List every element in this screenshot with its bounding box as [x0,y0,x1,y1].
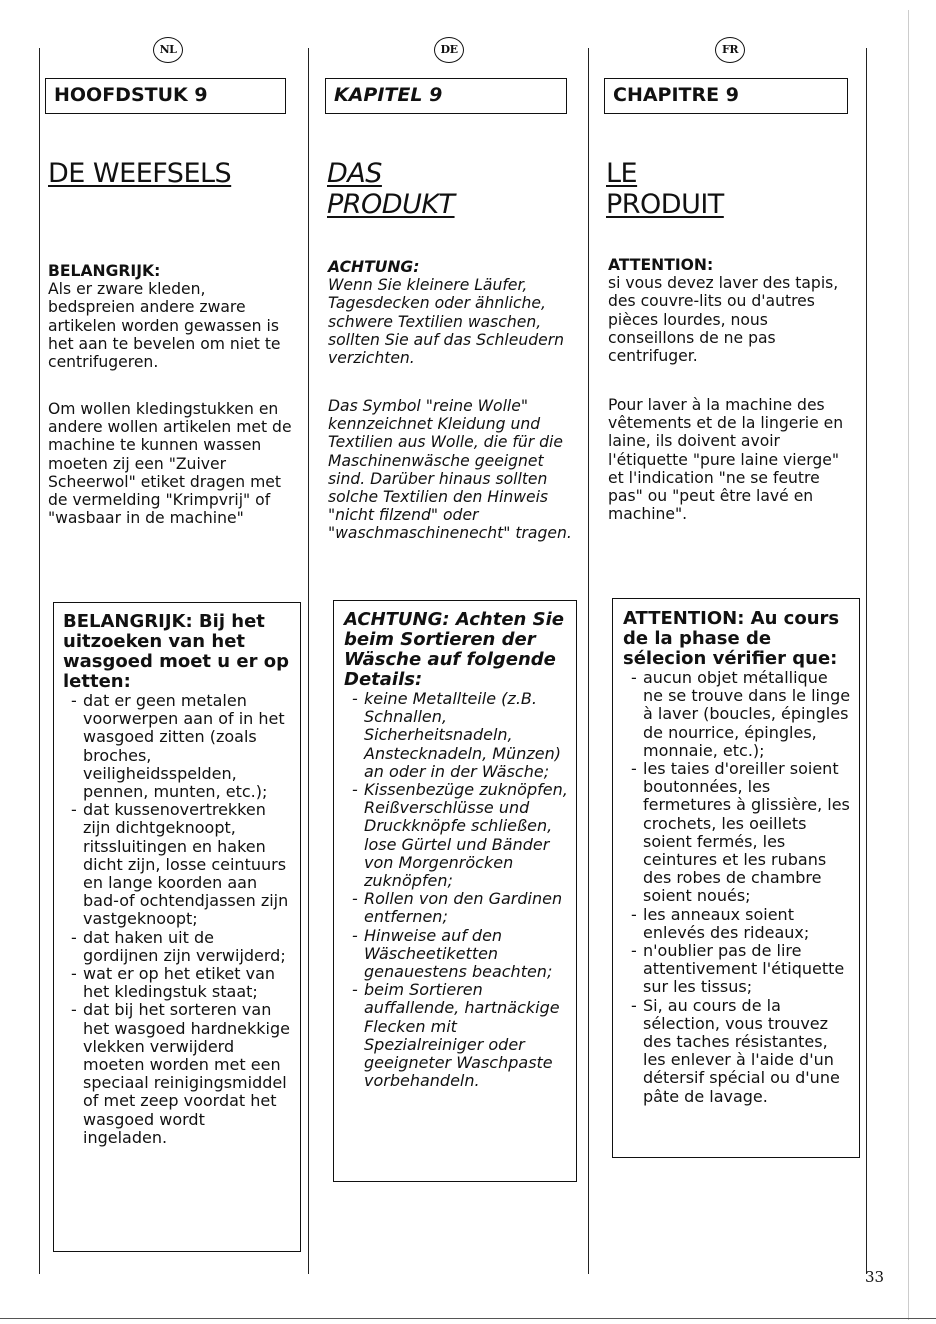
checklist-heading: BELANGRIJK: Bij het uitzoeken van het wasgoed moet u er op letten: [63,611,289,692]
column-divider-right [866,48,867,1274]
wool-paragraph: Das Symbol "reine Wolle" kennzeichnet Kleidung und Textilien aus Wolle, die für die Maschinenwäsche geeignet sind. Darüber hinaus sollten solche Textilien den Hinweis "nicht filzend" oder "waschmaschinenecht" tragen. [328,397,572,543]
section-title: DE WEEFSELS [48,158,232,189]
chapter-heading: CHAPITRE 9 [604,78,848,114]
chapter-heading: KAPITEL 9 [325,78,567,114]
checklist-item: - beim Sortieren auffallende, hartnäckige Flecken mit Spezialreiniger oder geeigneter Waschpaste vorbehandeln. [344,981,568,1090]
checklist-item: - Kissenbezüge zuknöpfen, Reißverschlüsse und Druckknöpfe schließen, lose Gürtel und Bänder von Morgenröcken zuknöpfen; [344,781,568,890]
language-badge-nl: NL [153,37,183,63]
page-edge-right [908,10,909,1320]
sorting-checklist-box [333,600,577,1182]
checklist-item: - aucun objet métallique ne se trouve dans le linge à laver (boucles, épingles de nourrice, épingles, monnaie, etc.); [623,669,851,760]
note-important [608,256,858,365]
checklist-item: - n'oublier pas de lire attentivement l'étiquette sur les tissus; [623,942,851,997]
note-body: si vous devez laver des tapis, des couvre-lits ou d'autres pièces lourdes, nous conseillons de ne pas centrifuger. [608,274,839,366]
note-important [328,258,578,367]
checklist-heading: ATTENTION: Au cours de la phase de sélecion vérifier que: [623,608,840,669]
chapter-heading: HOOFDSTUK 9 [45,78,286,114]
page-number: 33 [865,1268,885,1286]
note-body: Wenn Sie kleinere Läufer, Tagesdecken oder ähnliche, schwere Textilien waschen, sollten Sie auf das Schleudern verzichten. [328,276,565,368]
checklist-item: - dat haken uit de gordijnen zijn verwijderd; [63,929,290,965]
column-divider-2 [588,48,589,1274]
checklist-item: - Rollen von den Gardinen entfernen; [344,890,568,926]
language-badge-fr: FR [715,37,745,63]
note-heading: BELANGRIJK: [48,262,161,280]
section-title: LE PRODUIT [606,158,724,220]
note-body: Als er zware kleden, bedspreien andere zware artikelen worden gewassen is het aan te bevelen om niet te centrifugeren. [48,280,281,372]
checklist-item: - dat er geen metalen voorwerpen aan of in het wasgoed zitten (zoals broches, veiligheidsspelden, pennen, munten, etc.); [63,692,290,801]
checklist-item: - keine Metallteile (z.B. Schnallen, Sicherheitsnadeln, Anstecknadeln, Münzen) an oder in der Wäsche; [344,690,568,781]
checklist [344,690,568,1090]
checklist-item: - dat kussenovertrekken zijn dichtgeknoopt, ritssluitingen en haken dicht zijn, losse ceintuurs en lange koorden aan bad-of ochtendjassen zijn vastgeknoopt; [63,801,290,928]
column-divider-1 [308,48,309,1274]
wool-paragraph: Pour laver à la machine des vêtements et de la lingerie en laine, ils doivent avoir l'étiquette "pure laine vierge" et l'indication "ne se feutre pas" ou "peut être lavé en machine". [608,396,844,524]
checklist-item: - Hinweise auf den Wäscheetiketten genauestens beachten; [344,927,568,982]
checklist-item: - Si, au cours de la sélection, vous trouvez des taches résistantes, les enlever à l'aide d'un détersif spécial ou d'une pâte de lavage. [623,997,851,1106]
section-title: DAS PRODUKT [327,158,455,220]
checklist-item: - dat bij het sorteren van het wasgoed hardnekkige vlekken verwijderd moeten worden met een speciaal reinigingsmiddel of met zeep voordat het wasgoed wordt ingeladen. [63,1001,290,1147]
note-heading: ACHTUNG: [328,258,420,276]
checklist-heading: ACHTUNG: Achten Sie beim Sortieren der Wäsche auf folgende Details: [344,609,564,690]
checklist-item: - les anneaux soient enlevés des rideaux; [623,906,851,942]
note-heading: ATTENTION: [608,256,714,274]
language-badge-de: DE [434,37,464,63]
wool-paragraph: Om wollen kledingstukken en andere wollen artikelen met de machine te kunnen wassen moeten zij een "Zuiver Scheerwol" etiket dragen met de vermelding "Krimpvrij" of "wasbaar in de machine" [48,400,292,528]
checklist-item: - wat er op het etiket van het kledingstuk staat; [63,965,290,1001]
checklist-item: - les taies d'oreiller soient boutonnées, les fermetures à glissière, les crochets, les oeillets soient fermés, les ceintures et les rubans des robes de chambre soient noués; [623,760,851,906]
checklist [623,669,851,1106]
sorting-checklist-box [612,598,860,1158]
